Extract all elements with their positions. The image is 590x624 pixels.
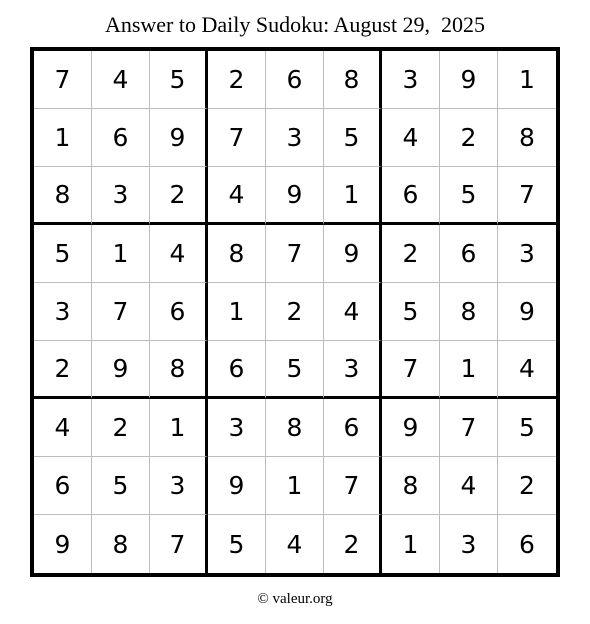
sudoku-cell: 2: [498, 457, 556, 515]
sudoku-cell: 3: [324, 341, 382, 399]
sudoku-cell: 6: [150, 283, 208, 341]
copyright-footer: © valeur.org: [257, 591, 333, 607]
sudoku-cell: 7: [382, 341, 440, 399]
sudoku-cell: 3: [34, 283, 92, 341]
sudoku-cell: 8: [208, 225, 266, 283]
sudoku-cell: 1: [92, 225, 150, 283]
sudoku-cell: 1: [34, 109, 92, 167]
sudoku-cell: 7: [208, 109, 266, 167]
sudoku-cell: 7: [266, 225, 324, 283]
sudoku-cell: 2: [440, 109, 498, 167]
sudoku-cell: 1: [324, 167, 382, 225]
sudoku-cell: 5: [34, 225, 92, 283]
sudoku-cell: 6: [440, 225, 498, 283]
sudoku-cell: 3: [266, 109, 324, 167]
sudoku-cell: 9: [440, 51, 498, 109]
sudoku-cell: 5: [92, 457, 150, 515]
sudoku-cell: 5: [440, 167, 498, 225]
sudoku-cell: 3: [92, 167, 150, 225]
sudoku-cell: 4: [440, 457, 498, 515]
sudoku-cell: 9: [324, 225, 382, 283]
sudoku-cell: 4: [150, 225, 208, 283]
sudoku-cell: 4: [34, 399, 92, 457]
sudoku-cell: 4: [498, 341, 556, 399]
sudoku-cell: 5: [266, 341, 324, 399]
sudoku-cell: 6: [266, 51, 324, 109]
sudoku-cell: 7: [92, 283, 150, 341]
sudoku-cell: 7: [34, 51, 92, 109]
sudoku-cell: 5: [498, 399, 556, 457]
sudoku-cell: 2: [34, 341, 92, 399]
sudoku-cell: 7: [324, 457, 382, 515]
sudoku-cell: 7: [440, 399, 498, 457]
sudoku-cell: 4: [266, 515, 324, 573]
sudoku-cell: 8: [440, 283, 498, 341]
sudoku-cell: 1: [440, 341, 498, 399]
sudoku-cell: 2: [208, 51, 266, 109]
sudoku-cell: 2: [150, 167, 208, 225]
sudoku-cell: 3: [498, 225, 556, 283]
sudoku-cell: 9: [208, 457, 266, 515]
sudoku-cell: 9: [266, 167, 324, 225]
sudoku-cell: 1: [382, 515, 440, 573]
sudoku-cell: 6: [92, 109, 150, 167]
sudoku-cell: 5: [382, 283, 440, 341]
sudoku-cell: 9: [150, 109, 208, 167]
sudoku-cell: 4: [92, 51, 150, 109]
sudoku-cell: 3: [440, 515, 498, 573]
sudoku-cell: 5: [324, 109, 382, 167]
sudoku-cell: 9: [382, 399, 440, 457]
sudoku-cell: 4: [208, 167, 266, 225]
sudoku-cell: 2: [324, 515, 382, 573]
sudoku-cell: 8: [34, 167, 92, 225]
sudoku-cell: 5: [208, 515, 266, 573]
sudoku-cell: 6: [324, 399, 382, 457]
sudoku-cell: 3: [150, 457, 208, 515]
sudoku-cell: 1: [498, 51, 556, 109]
sudoku-cell: 7: [150, 515, 208, 573]
sudoku-cell: 6: [382, 167, 440, 225]
sudoku-cell: 2: [266, 283, 324, 341]
sudoku-cell: 2: [92, 399, 150, 457]
sudoku-cell: 8: [266, 399, 324, 457]
page-title: Answer to Daily Sudoku: August 29, 2025: [104, 12, 486, 37]
sudoku-cell: 3: [208, 399, 266, 457]
sudoku-cell: 1: [150, 399, 208, 457]
sudoku-cell: 7: [498, 167, 556, 225]
sudoku-cell: 3: [382, 51, 440, 109]
sudoku-cell: 4: [382, 109, 440, 167]
sudoku-cell: 1: [266, 457, 324, 515]
sudoku-cell: 6: [519, 529, 535, 559]
sudoku-board: [30, 47, 560, 577]
sudoku-cell: 6: [208, 341, 266, 399]
sudoku-cell: 8: [382, 457, 440, 515]
sudoku-cell: 8: [498, 109, 556, 167]
sudoku-cell: 8: [150, 341, 208, 399]
sudoku-cell: 5: [150, 51, 208, 109]
sudoku-cell: 6: [34, 457, 92, 515]
sudoku-cell: 9: [498, 283, 556, 341]
sudoku-cell: 4: [324, 283, 382, 341]
sudoku-cell: 2: [382, 225, 440, 283]
sudoku-cell: 9: [92, 341, 150, 399]
sudoku-cell: 1: [208, 283, 266, 341]
sudoku-cell: 8: [324, 51, 382, 109]
sudoku-cell: 9: [34, 515, 92, 573]
sudoku-cell: 8: [92, 515, 150, 573]
